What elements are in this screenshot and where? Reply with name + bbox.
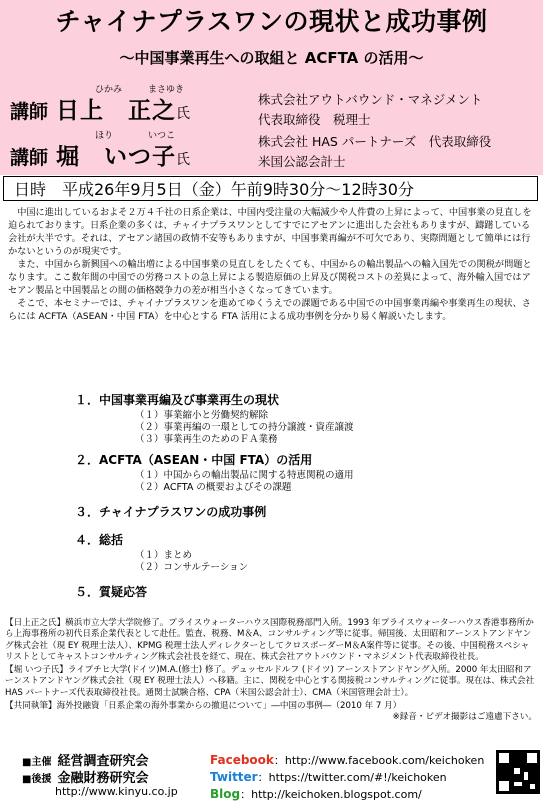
lecturer-1-name: 日上 正之 [56,98,177,124]
bio-hori: 【堀 いつ子氏】ライプチヒ大学(ドイツ)M.A.(修士) 修了。デュッセルドルフ (ドイツ) アーンストアンドヤング入所。2000 年太田昭和アーンストアンドヤング株式会社（現 EY 税理士法人）へ移籍。主に、関税を中心とする関接税コンサルティングに従事。現在は、株式会社 HAS パートナーズ代表取締役社長。通関士試験合格、CPA（米国公認会計士）、CMA（米国管理会計士）。 [5,665,535,698]
agenda-item: （１）事業縮小と労働契約解除 [135,410,269,421]
lecturer-2-affiliation [258,132,491,172]
lecturer-2-company: 株式会社 HAS パートナーズ 代表取締役 [258,134,492,149]
blog-url[interactable]: ：http://keichoken.blogspot.com/ [240,788,422,801]
agenda-section-1: １．中国事業再編及び事業再生の現状 [75,393,280,407]
blog-label: Blog [210,787,241,801]
lecturer-1-ruby-given: まさゆき [148,85,185,95]
bio-hikami: 【日上正之氏】横浜市立大学大学院修了。プライスウォーターハウス国際税務部門入所。1993 年プライスウォーターハウス香港事務所から上海事務所の初代日系企業代表として赴任。監査、税務、M＆A、コンサルティング等に従事。帰国後、太田昭和アーンストアンドヤング株式会社（現 EY 税理士法人）、KPMG 税理士法人ディレクターとしてクロスボーダーM＆A案件等に従事。その後、中国税務スペシャリストとしてキャストコンサルティング株式会社長を経て、現在、株式会社アウトバウンド・マネジメント代表取締役社長。 [5,618,534,662]
header-banner [0,0,543,175]
host-name: 経営調査研究会 [57,754,149,769]
website-link[interactable]: http://www.kinyu.co.jp [55,785,178,798]
lecturer-bios [5,618,537,724]
facebook-label: Facebook [210,753,274,767]
agenda-section-2: ２．ACFTA（ASEAN・中国 FTA）の活用 [75,453,313,467]
description-paragraph-3: そこで、本セミナーでは、チャイナプラスワンを進めてゆくうえでの課題である中国での中国事業再編や事業再生の現状、さらには ACFTA（ASEAN・中国 FTA）を中心とする FTA 活用による成功事例を分かり易く解説いたします。 [8,298,531,322]
twitter-row[interactable] [210,769,447,785]
support-org [22,767,148,786]
twitter-url[interactable]: ：https://twitter.com/#!/keichoken [257,771,447,784]
recording-note: ※録音・ビデオ撮影はご遠慮下さい。 [392,712,537,723]
twitter-label: Twitter [210,770,258,784]
lecturer-1-ruby-family: ひかみ [95,85,123,95]
lecturer-1-affiliation [258,90,482,130]
page-title: チャイナプラスワンの現状と成功事例 [55,7,488,36]
description-paragraph-2: また、中国から新興国への輸出増による中国事業の見直しをしたくても、中国からの輸出製品への輸入国先での関税が問題となります。ここ数年間の中国での労務コストの急上昇による製造原価の上昇及び関税コストの差異によって、海外輸入国ではアセアン製品と中国製品との間の価格競争力の差が相当小さくなってきています。 [8,259,532,296]
agenda-item: （２）事業再編の一環としての持分譲渡・資産譲渡 [135,422,354,433]
bio-co-author: 【共同執筆】海外投融資「日系企業の海外事業からの撤退について」―中国の事例―（2010 年 7 月） [5,701,402,712]
support-role: ■後援 [22,774,52,785]
lecturer-1-suffix: 氏 [176,106,191,122]
lecturer-2-title: 米国公認会計士 [258,154,346,169]
description-paragraph-1: 中国に進出しているおよそ２万４千社の日系企業は、中国内受注量の大幅減少や人件費の上昇によって、中国事業の見直しを迫られております。日系企業の多くは、チャイナプラスワンとしてすでにアセアンに進出した会社もありますが、躊躇している会社が大半です。それは、アセアン諸国の政情不安等もありますが、中国事業再編が不可欠であり、実際問題として簡単には行かないというのが現実です。 [8,207,532,257]
agenda-item: （３）事業再生のためのＦＡ業務 [135,434,278,445]
lecturer-2-ruby-given: いつこ [148,131,176,141]
lecturer-2-ruby-family: ほり [95,131,114,141]
agenda-item: （１）中国からの輸出製品に関する特恵関税の適用 [135,470,354,481]
lecturer-2 [10,138,190,171]
lecturer-2-label: 講師 [10,147,49,169]
facebook-url[interactable]: ：http://www.facebook.com/keichoken [273,754,485,767]
agenda [75,390,515,602]
event-datetime: 日時 平成26年9月5日（金）午前9時30分～12時30分 [3,176,538,201]
agenda-item: （２）コンサルテーション [135,562,249,573]
agenda-section-3: ３．チャイナプラスワンの成功事例 [75,505,267,519]
page-subtitle: ～中国事業再生への取組と ACFTA の活用～ [119,49,424,67]
lecturer-1-company: 株式会社アウトバウンド・マネジメント [258,92,483,107]
lecturer-1-title: 代表取締役 税理士 [258,112,371,127]
qr-code-icon[interactable] [496,750,540,794]
agenda-item: （１）まとめ [135,550,193,561]
lecturer-1-label: 講師 [10,101,49,123]
facebook-row[interactable] [210,752,484,768]
support-name: 金融財務研究会 [57,771,149,786]
lecturer-2-suffix: 氏 [176,152,191,168]
lecturer-2-name: 堀 いつ子 [56,144,177,170]
seminar-description [8,206,535,323]
agenda-section-5: ５．質疑応答 [75,585,148,599]
host-role: ■主催 [22,757,52,768]
lecturer-1 [10,92,190,125]
footer [0,748,543,800]
agenda-section-4: ４．総括 [75,533,124,547]
agenda-item: （２）ACFTA の概要およびその課題 [135,482,292,493]
